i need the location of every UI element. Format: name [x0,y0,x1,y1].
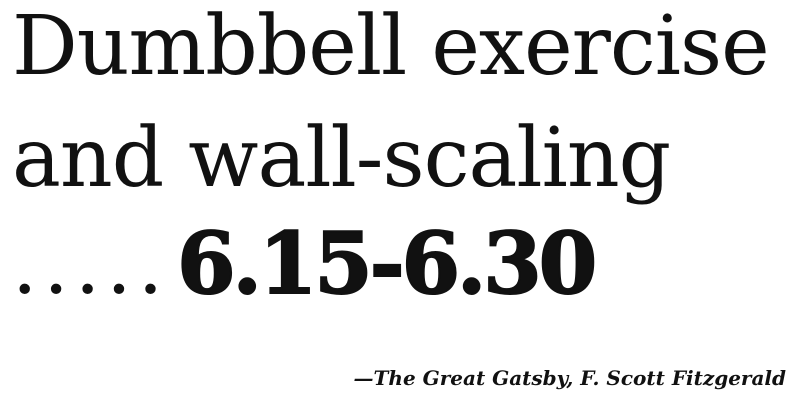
dot-leader: ..... [12,219,170,312]
schedule-line [12,214,595,313]
heading-line-2: and wall-scaling [12,111,671,206]
time-range: 6.15-6.30 [177,214,595,313]
heading-line-1: Dumbbell exercise [12,0,769,94]
quote-attribution: —The Great Gatsby, F. Scott Fitzgerald [353,366,786,390]
